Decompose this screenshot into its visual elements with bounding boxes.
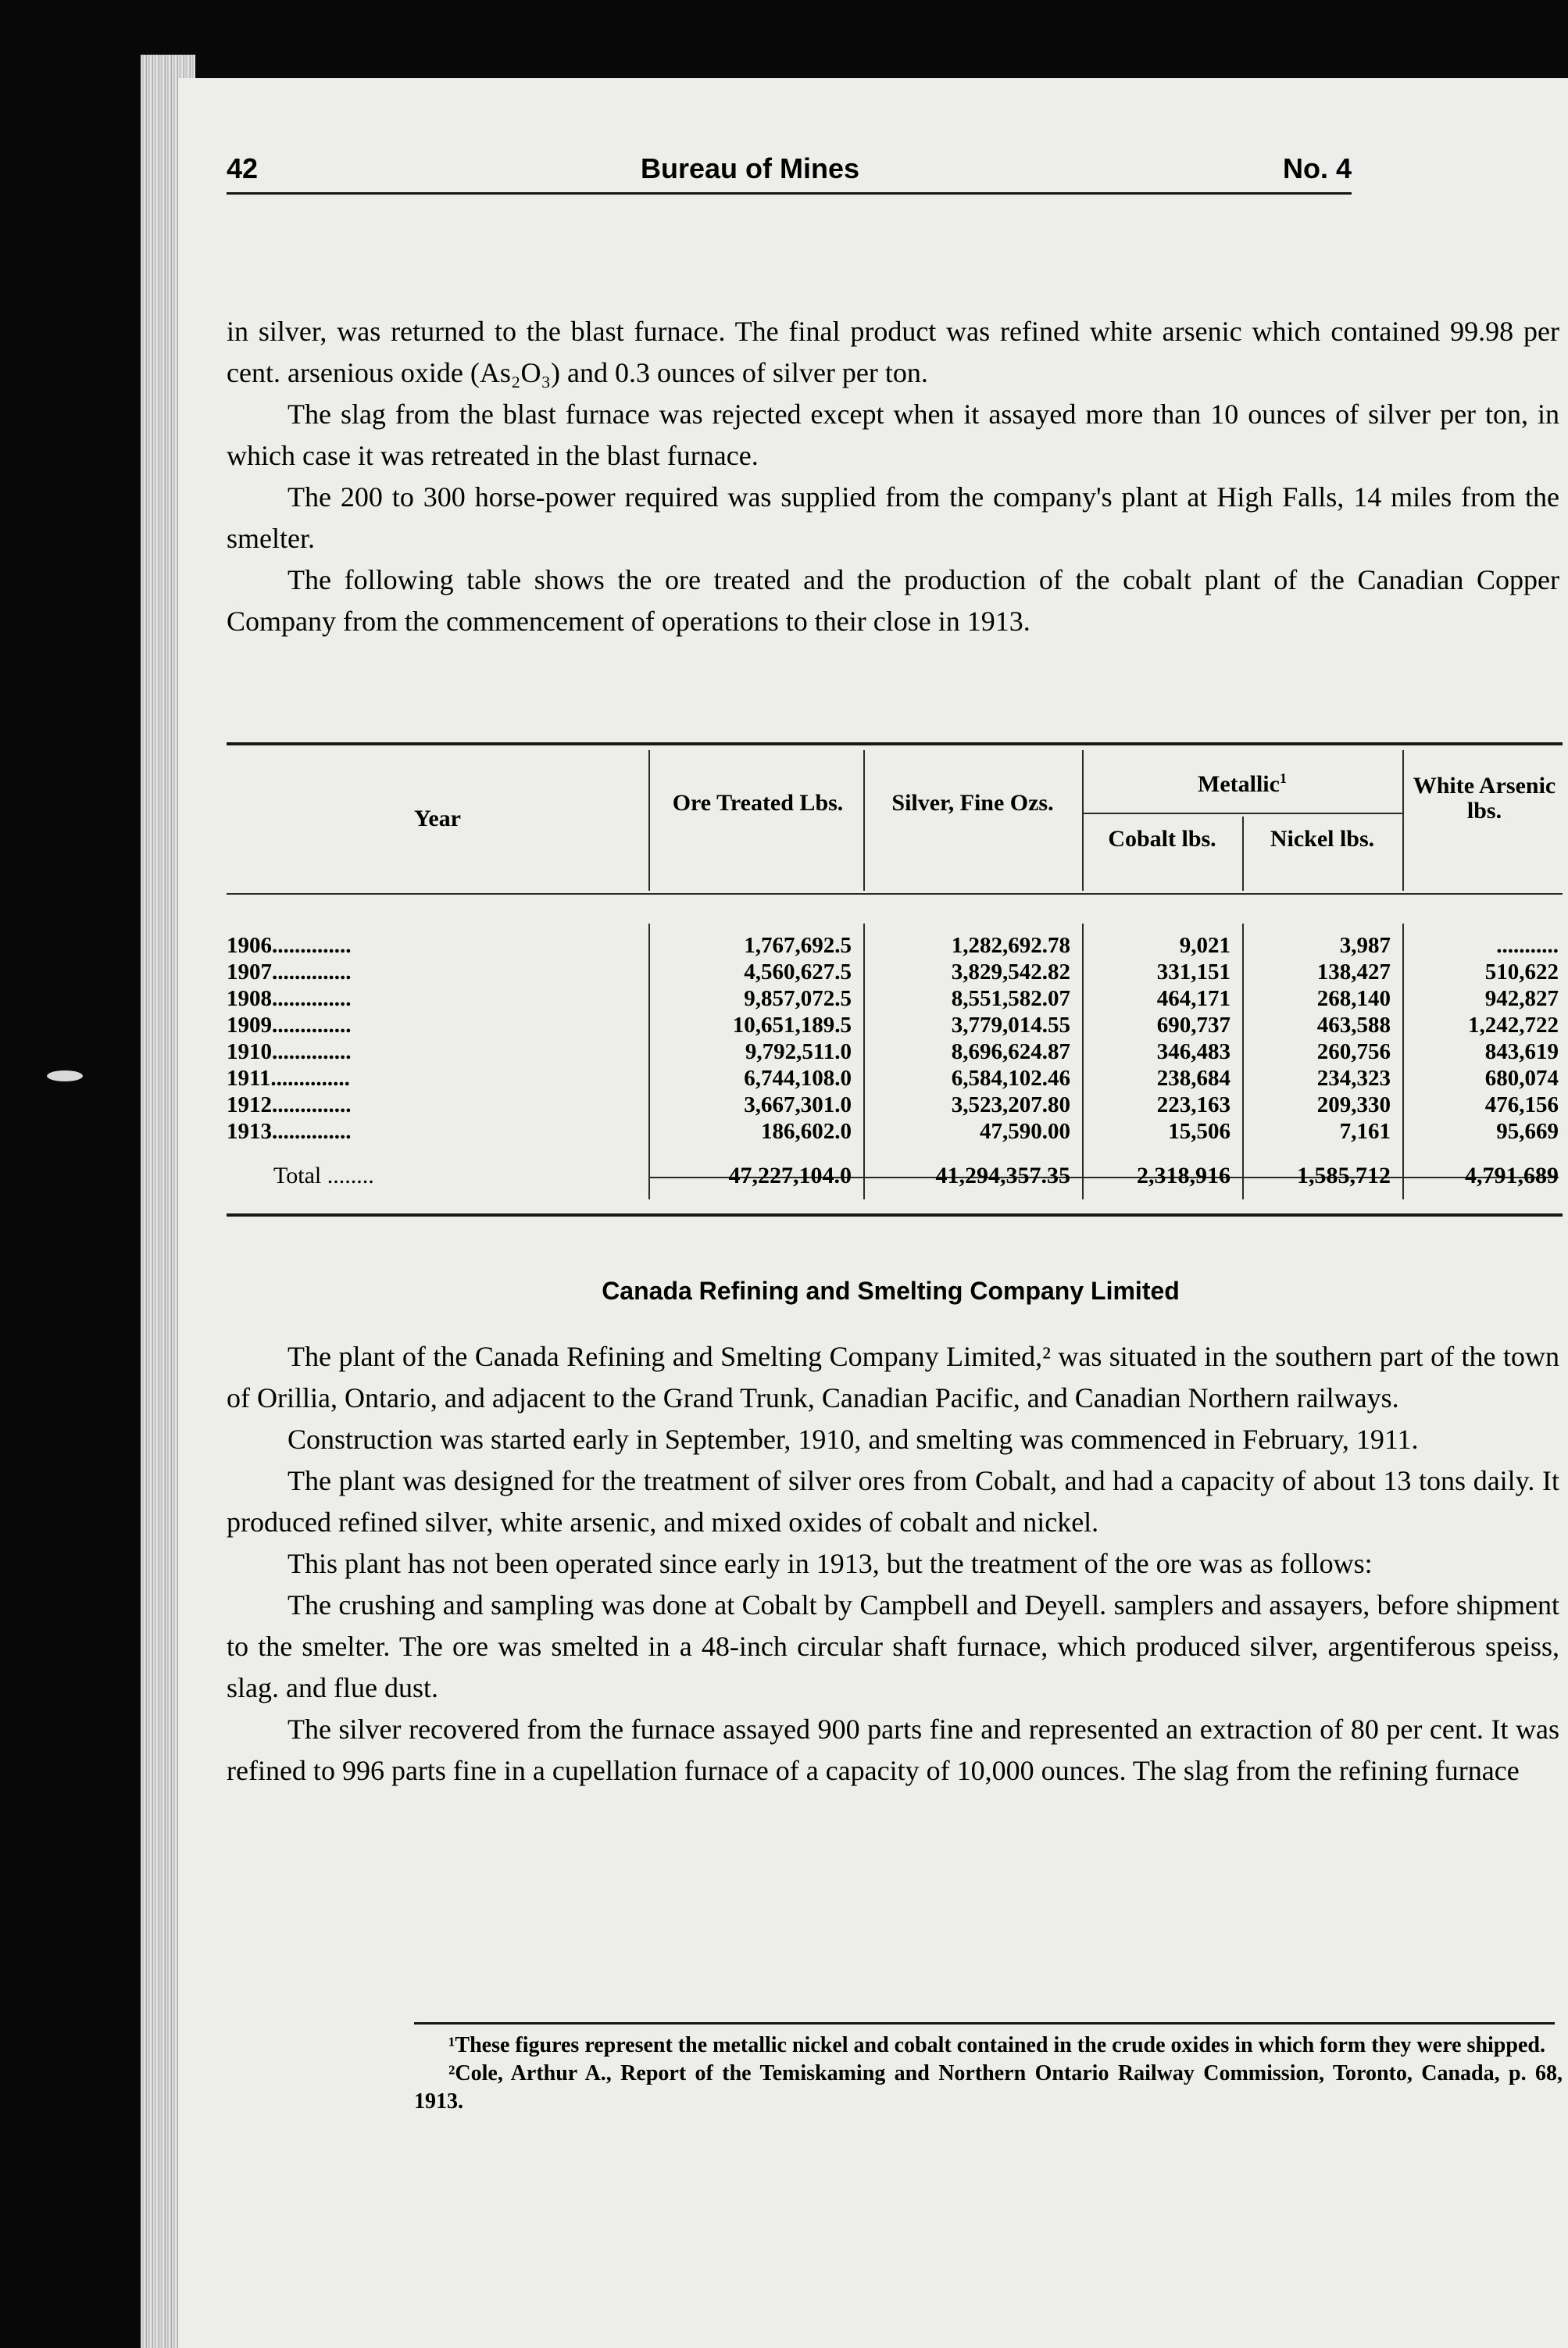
ore-column	[656, 932, 852, 1145]
table-cell: 268,140	[1316, 986, 1391, 1011]
table-cell: 331,151	[1156, 960, 1230, 985]
paragraph: The 200 to 300 horse-power required was supplied from the company's plant at High Falls, 14 miles from the smelter.	[227, 481, 1559, 554]
table-cell: 15,506	[1168, 1119, 1230, 1144]
table-cell: 1,242,722	[1468, 1013, 1559, 1038]
footnotes	[414, 2032, 1563, 2116]
paragraph: The silver recovered from the furnace assayed 900 parts fine and represented an extraction of 80 per cent. It was refined to 996 parts fine in a cupellation furnace of a capacity of 10,000 ounces. The slag from the refining furnace	[227, 1714, 1559, 1786]
arsenic-column	[1410, 932, 1559, 1145]
table-cell: 346,483	[1156, 1039, 1230, 1064]
table-cell: 9,857,072.5	[744, 986, 852, 1011]
col-divider	[1242, 1153, 1244, 1199]
col-divider	[1402, 750, 1404, 891]
footnote: ¹These figures represent the metallic nickel and cobalt contained in the crude oxides in which form they were shipped.	[448, 2033, 1545, 2057]
table-cell: 9,021	[1179, 933, 1230, 958]
header-rule	[227, 893, 1563, 895]
table-cell: 1,767,692.5	[744, 933, 852, 958]
col-divider	[1402, 1153, 1404, 1199]
table-cell: 1910..............	[227, 1039, 352, 1064]
table-cell: 1909..............	[227, 1013, 352, 1038]
table-cell: 3,829,542.82	[951, 960, 1070, 985]
table-cell: 6,744,108.0	[744, 1066, 852, 1091]
table-cell: 4,560,627.5	[744, 960, 852, 985]
table-cell: 1913..............	[227, 1119, 352, 1144]
col-divider	[863, 750, 865, 891]
footnote-rule	[414, 2022, 1555, 2025]
table-cell: 3,667,301.0	[744, 1092, 852, 1117]
page-number: 42	[227, 152, 259, 184]
col-divider	[1242, 924, 1244, 1174]
silver-column	[871, 932, 1070, 1145]
header-silver: Silver, Fine Ozs.	[891, 790, 1054, 816]
scan-smudge	[47, 1070, 83, 1081]
table-cell: 3,523,207.80	[951, 1092, 1070, 1117]
header-nickel: Nickel lbs.	[1270, 826, 1375, 852]
footnote: ²Cole, Arthur A., Report of the Temiskaming and Northern Ontario Railway Commission, Toronto, Canada, p. 68, 1913.	[414, 2061, 1563, 2114]
body-text-top	[227, 311, 1559, 642]
table-cell: 1912..............	[227, 1092, 352, 1117]
table-cell: 1,282,692.78	[951, 933, 1070, 958]
paragraph: This plant has not been operated since early in 1913, but the treatment of the ore was as follows:	[288, 1548, 1373, 1579]
total-ore: 47,227,104.0	[728, 1163, 852, 1188]
table-cell: 7,161	[1339, 1119, 1391, 1144]
table-cell: 463,588	[1316, 1013, 1391, 1038]
col-divider	[863, 924, 865, 1174]
table-bottom-rule	[227, 1213, 1563, 1217]
table-cell: 10,651,189.5	[732, 1013, 852, 1038]
header-metallic: Metallic$^1$	[1198, 770, 1287, 797]
col-divider	[648, 924, 650, 1174]
issue-number: No. 4	[1282, 152, 1352, 184]
paragraph: Construction was started early in September, 1910, and smelting was commenced in February, 1911.	[288, 1424, 1419, 1455]
table-cell: 234,323	[1316, 1066, 1391, 1091]
metallic-underline	[1082, 813, 1402, 814]
table-cell: 476,156	[1484, 1092, 1559, 1117]
year-column	[227, 932, 645, 1145]
table-cell: 209,330	[1316, 1092, 1391, 1117]
header-ore: Ore Treated Lbs.	[672, 790, 844, 816]
col-divider	[1402, 924, 1404, 1174]
total-cobalt: 2,318,916	[1137, 1163, 1230, 1188]
col-divider	[648, 750, 650, 891]
table-cell: 238,684	[1156, 1066, 1230, 1091]
paragraph: The following table shows the ore treated and the production of the cobalt plant of the Canadian Copper Company from the commencement of operations to their close in 1913.	[227, 564, 1559, 637]
table-cell: 138,427	[1316, 960, 1391, 985]
table-cell: 680,074	[1484, 1066, 1559, 1091]
table-cell: 9,792,511.0	[745, 1039, 852, 1064]
table-cell: 3,779,014.55	[951, 1013, 1070, 1038]
header-cobalt: Cobalt lbs.	[1108, 826, 1216, 852]
paragraph: The plant of the Canada Refining and Smelting Company Limited,² was situated in the southern part of the town of Orillia, Ontario, and adjacent to the Grand Trunk, Canadian Pacific, and Canadian Northern railways.	[227, 1341, 1559, 1413]
table-cell: 1911..............	[227, 1066, 350, 1091]
header-rule	[227, 192, 1352, 195]
col-divider	[1082, 1153, 1084, 1199]
table-cell: 464,171	[1156, 986, 1230, 1011]
total-label: Total ........	[273, 1163, 374, 1188]
cobalt-column	[1090, 932, 1230, 1145]
table-cell: 1907..............	[227, 960, 352, 985]
col-divider	[1082, 924, 1084, 1174]
paragraph: in silver, was returned to the blast furnace. The final product was refined white arsenic which contained 99.98 per cent. arsenious oxide (As₂O₃) and 0.3 ounces of silver per ton.	[227, 316, 1559, 388]
col-divider	[648, 1153, 650, 1199]
header-year: Year	[414, 806, 461, 831]
table-cell: 260,756	[1316, 1039, 1391, 1064]
table-cell: 8,696,624.87	[951, 1039, 1070, 1064]
table-cell: 186,602.0	[761, 1119, 852, 1144]
total-arsenic: 4,791,689	[1465, 1163, 1559, 1188]
table-cell: 690,737	[1156, 1013, 1230, 1038]
table-cell: 1908..............	[227, 986, 352, 1011]
table-cell: 47,590.00	[980, 1119, 1070, 1144]
running-title: Bureau of Mines	[641, 152, 860, 184]
header-arsenic: White Arsenic lbs.	[1413, 773, 1556, 824]
total-silver: 41,294,357.35	[935, 1163, 1070, 1188]
table-cell: 8,551,582.07	[951, 986, 1070, 1011]
section-heading: Canada Refining and Smelting Company Limited	[602, 1277, 1180, 1305]
table-cell: 510,622	[1484, 960, 1559, 985]
table-cell: 843,619	[1484, 1039, 1559, 1064]
production-table	[227, 742, 1563, 1219]
body-text-bottom	[227, 1336, 1559, 1792]
col-divider	[863, 1153, 865, 1199]
table-cell: 95,669	[1496, 1119, 1559, 1144]
paragraph: The slag from the blast furnace was rejected except when it assayed more than 10 ounces of silver per ton, in which case it was retreated in the blast furnace.	[227, 398, 1559, 471]
paragraph: The plant was designed for the treatment of silver ores from Cobalt, and had a capacity of about 13 tons daily. It produced refined silver, white arsenic, and mixed oxides of cobalt and nickel.	[227, 1465, 1559, 1538]
running-header	[227, 152, 1352, 195]
total-nickel: 1,585,712	[1297, 1163, 1391, 1188]
table-cell: ...........	[1496, 933, 1559, 958]
paragraph: The crushing and sampling was done at Cobalt by Campbell and Deyell. samplers and assayers, before shipment to the smelter. The ore was smelted in a 48-inch circular shaft furnace, which produced silver, argentiferous speiss, slag. and flue dust.	[227, 1589, 1559, 1703]
table-top-rule	[227, 742, 1563, 745]
table-cell: 3,987	[1339, 933, 1391, 958]
table-cell: 223,163	[1156, 1092, 1230, 1117]
table-cell: 1906..............	[227, 933, 352, 958]
nickel-column	[1250, 932, 1391, 1145]
table-cell: 6,584,102.46	[951, 1066, 1070, 1091]
table-cell: 942,827	[1484, 986, 1559, 1011]
